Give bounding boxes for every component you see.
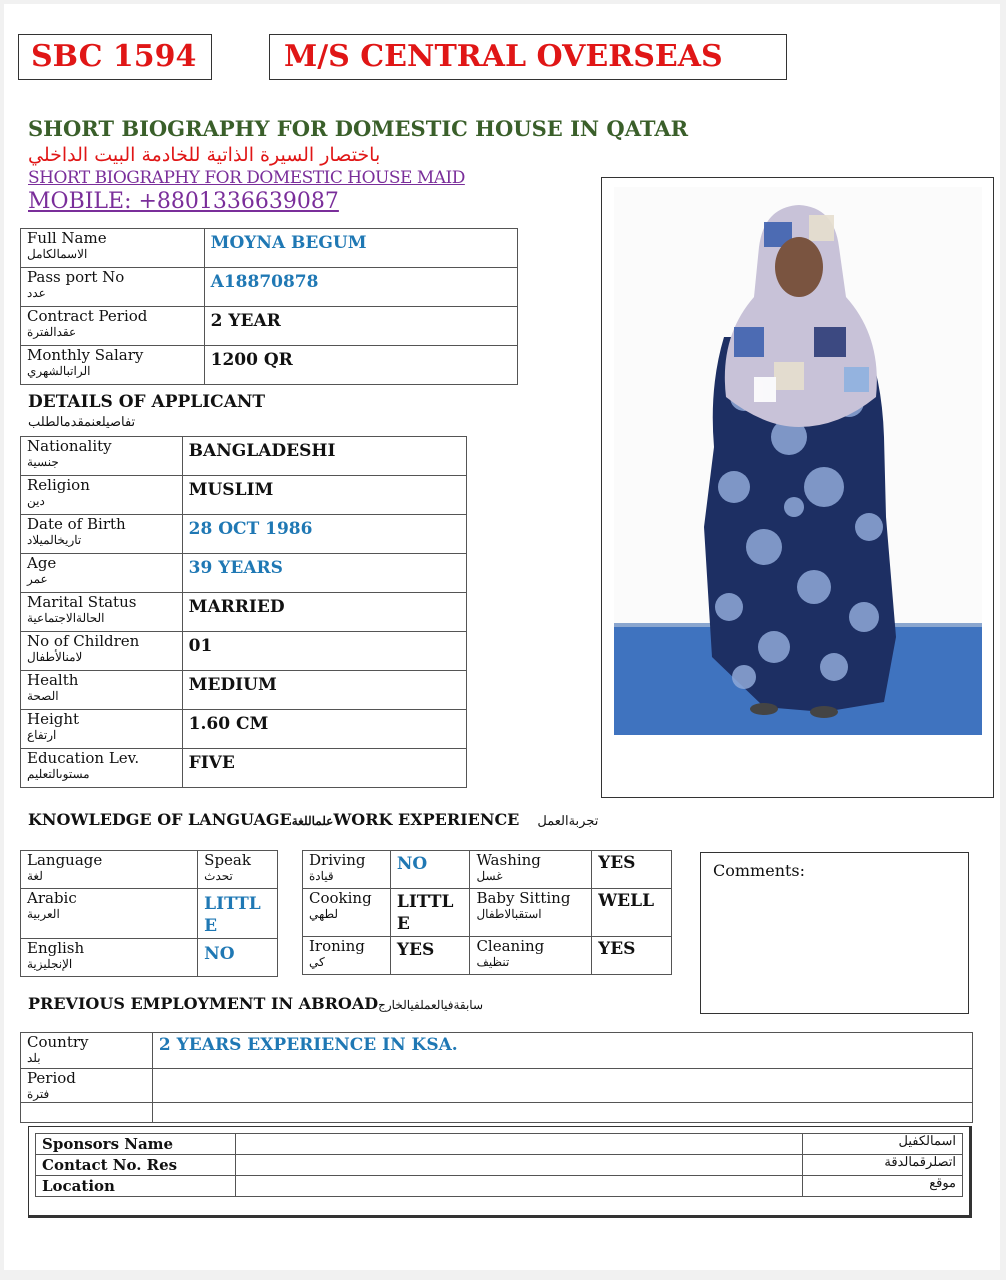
detail-label-cell	[21, 476, 183, 515]
language-header-label-ar: لغة	[27, 869, 43, 883]
info-row	[21, 268, 518, 307]
detail-row	[21, 554, 467, 593]
detail-row	[21, 632, 467, 671]
speak-header-label: Speak	[204, 851, 251, 869]
contact-value	[235, 1155, 802, 1176]
language-work-heading	[28, 810, 598, 829]
detail-label-ar: الحالةالاجتماعية	[27, 611, 105, 625]
detail-label-cell	[21, 515, 183, 554]
work-skill-value: YES	[390, 937, 470, 975]
work-skill-value: LITTLE	[390, 889, 470, 937]
sponsor-name-ar: اسمالكفيل	[803, 1134, 963, 1155]
detail-label-cell	[21, 554, 183, 593]
detail-label-cell	[21, 437, 183, 476]
detail-row	[21, 476, 467, 515]
detail-value: MEDIUM	[182, 671, 466, 710]
detail-row	[21, 593, 467, 632]
work-row	[303, 889, 672, 937]
applicant-photo	[614, 187, 982, 735]
detail-label: Religion	[27, 476, 90, 494]
work-heading: WORK EXPERIENCE	[333, 810, 520, 829]
country-value: 2 YEARS EXPERIENCE IN KSA.	[152, 1033, 972, 1069]
detail-label-cell	[21, 671, 183, 710]
work-skill-cell	[470, 889, 592, 937]
work-skill-ar: كي	[309, 955, 325, 969]
info-row	[21, 346, 518, 385]
language-level: LITTLE	[198, 889, 278, 939]
title-en: SHORT BIOGRAPHY FOR DOMESTIC HOUSE IN QATAR	[28, 116, 689, 141]
info-row	[21, 307, 518, 346]
detail-label: Health	[27, 671, 79, 689]
info-label-ar: الراتبالشهري	[27, 364, 91, 378]
info-value: 2 YEAR	[204, 307, 517, 346]
work-skill: Cleaning	[476, 937, 545, 955]
work-skill-ar: لطهي	[309, 907, 339, 921]
prev-empty-cell	[21, 1103, 153, 1123]
language-row	[21, 889, 278, 939]
work-experience-table	[302, 850, 672, 975]
location-ar: موقع	[803, 1176, 963, 1197]
language-label-cell	[21, 939, 198, 977]
detail-label: Marital Status	[27, 593, 137, 611]
country-label-cell: Country بلد	[21, 1033, 153, 1069]
language-header-row	[21, 851, 278, 889]
work-skill-ar: استقبالاطفال	[476, 907, 542, 921]
info-label: Contract Period	[27, 307, 148, 325]
detail-value: 28 OCT 1986	[182, 515, 466, 554]
sponsor-name-value	[235, 1134, 802, 1155]
language-label-ar: العربية	[27, 907, 60, 921]
work-skill-cell	[470, 937, 592, 975]
photo-frame	[601, 177, 994, 798]
biodata-page	[4, 4, 1000, 1270]
work-skill-value: YES	[592, 937, 672, 975]
work-heading-ar: تجربةالعمل	[537, 814, 599, 829]
info-label: Monthly Salary	[27, 346, 144, 364]
detail-label: Age	[27, 554, 57, 572]
lang-heading-ar: علماللغة	[291, 814, 334, 828]
work-skill: Ironing	[309, 937, 365, 955]
period-label-cell: Period فترة	[21, 1069, 153, 1103]
prev-employment-table	[20, 1032, 973, 1123]
sponsor-table	[35, 1133, 963, 1197]
detail-label: Education Lev.	[27, 749, 140, 767]
work-skill-value: YES	[592, 851, 672, 889]
detail-label-ar: دين	[27, 494, 45, 508]
language-label: Arabic	[27, 889, 77, 907]
info-value: MOYNA BEGUM	[204, 229, 517, 268]
work-row	[303, 937, 672, 975]
detail-value: MUSLIM	[182, 476, 466, 515]
title-ar: باختصار السيرة الذاتية للخادمة البيت الداخلي	[28, 144, 381, 166]
detail-row	[21, 515, 467, 554]
detail-label-ar: ارتفاع	[27, 728, 57, 742]
mobile-number: MOBILE: +8801336639087	[28, 189, 339, 214]
detail-label: Nationality	[27, 437, 112, 455]
language-row	[21, 939, 278, 977]
work-skill: Driving	[309, 851, 366, 869]
detail-label: Date of Birth	[27, 515, 126, 533]
contact-label: Contact No. Res	[36, 1155, 236, 1176]
work-skill: Washing	[476, 851, 541, 869]
sponsor-box	[28, 1126, 972, 1218]
detail-row	[21, 710, 467, 749]
work-skill-cell	[303, 889, 391, 937]
details-heading: DETAILS OF APPLICANT	[28, 392, 266, 412]
work-skill-ar: تنظيف	[476, 955, 510, 969]
detail-row	[21, 671, 467, 710]
comments-box	[700, 852, 969, 1014]
prev-employment-heading	[28, 994, 483, 1013]
language-label: English	[27, 939, 85, 957]
work-row	[303, 851, 672, 889]
work-skill-ar: قيادة	[309, 869, 334, 883]
basic-info-table	[20, 228, 518, 385]
detail-label-ar: عمر	[27, 572, 48, 586]
info-label-ar: عقدالفترة	[27, 325, 77, 339]
detail-value: MARRIED	[182, 593, 466, 632]
language-label-ar: الإنجليزية	[27, 957, 73, 971]
detail-label-cell	[21, 593, 183, 632]
details-heading-ar: تفاصيلعنمقدمالطلب	[28, 415, 136, 430]
work-skill-cell	[303, 851, 391, 889]
subtitle: SHORT BIOGRAPHY FOR DOMESTIC HOUSE MAID	[28, 168, 465, 188]
language-table	[20, 850, 278, 977]
info-label-ar: عدد	[27, 286, 46, 300]
detail-label-ar: مستوىالتعليم	[27, 767, 90, 781]
detail-row	[21, 749, 467, 788]
agency-box	[269, 34, 787, 80]
prev-heading-ar: سابقةفيالعملفيالخارج	[378, 998, 484, 1012]
work-skill: Cooking	[309, 889, 372, 907]
detail-value: BANGLADESHI	[182, 437, 466, 476]
info-row	[21, 229, 518, 268]
detail-label-cell	[21, 632, 183, 671]
work-skill-cell	[470, 851, 592, 889]
speak-header-cell	[198, 851, 278, 889]
info-label: Full Name	[27, 229, 107, 247]
detail-label-cell	[21, 710, 183, 749]
location-value	[235, 1176, 802, 1197]
detail-value: 1.60 CM	[182, 710, 466, 749]
detail-label-ar: تاريخالميلاد	[27, 533, 82, 547]
info-label-cell	[21, 268, 205, 307]
location-label: Location	[36, 1176, 236, 1197]
info-label-cell	[21, 346, 205, 385]
language-header-cell	[21, 851, 198, 889]
info-value: 1200 QR	[204, 346, 517, 385]
prev-heading: PREVIOUS EMPLOYMENT IN ABROAD	[28, 994, 379, 1013]
work-skill-ar: غسل	[476, 869, 503, 883]
work-skill-value: NO	[390, 851, 470, 889]
language-header-label: Language	[27, 851, 103, 869]
period-value	[152, 1069, 972, 1103]
code-box	[18, 34, 212, 80]
sponsor-name-label: Sponsors Name	[36, 1134, 236, 1155]
work-skill-cell	[303, 937, 391, 975]
speak-header-label-ar: تحدث	[204, 869, 233, 883]
agency-name: M/S CENTRAL OVERSEAS	[284, 39, 723, 74]
detail-label: No of Children	[27, 632, 140, 650]
language-level: NO	[198, 939, 278, 977]
info-label-cell	[21, 307, 205, 346]
detail-value: 01	[182, 632, 466, 671]
comments-label: Comments:	[713, 861, 806, 880]
info-label-cell	[21, 229, 205, 268]
code-text: SBC 1594	[31, 39, 197, 74]
detail-value: 39 YEARS	[182, 554, 466, 593]
details-table	[20, 436, 467, 788]
prev-empty-cell	[152, 1103, 972, 1123]
detail-label-ar: الصحة	[27, 689, 59, 703]
language-label-cell	[21, 889, 198, 939]
detail-label-ar: لامنالأطفال	[27, 650, 83, 664]
detail-value: FIVE	[182, 749, 466, 788]
detail-label-cell	[21, 749, 183, 788]
detail-label-ar: جنسية	[27, 455, 59, 469]
info-value: A18870878	[204, 268, 517, 307]
work-skill: Baby Sitting	[476, 889, 571, 907]
detail-label: Height	[27, 710, 80, 728]
work-skill-value: WELL	[592, 889, 672, 937]
info-label-ar: الاسمالكامل	[27, 247, 88, 261]
contact-ar: اتصلرقمالدقة	[803, 1155, 963, 1176]
detail-row	[21, 437, 467, 476]
info-label: Pass port No	[27, 268, 125, 286]
lang-heading: KNOWLEDGE OF LANGUAGE	[28, 810, 292, 829]
